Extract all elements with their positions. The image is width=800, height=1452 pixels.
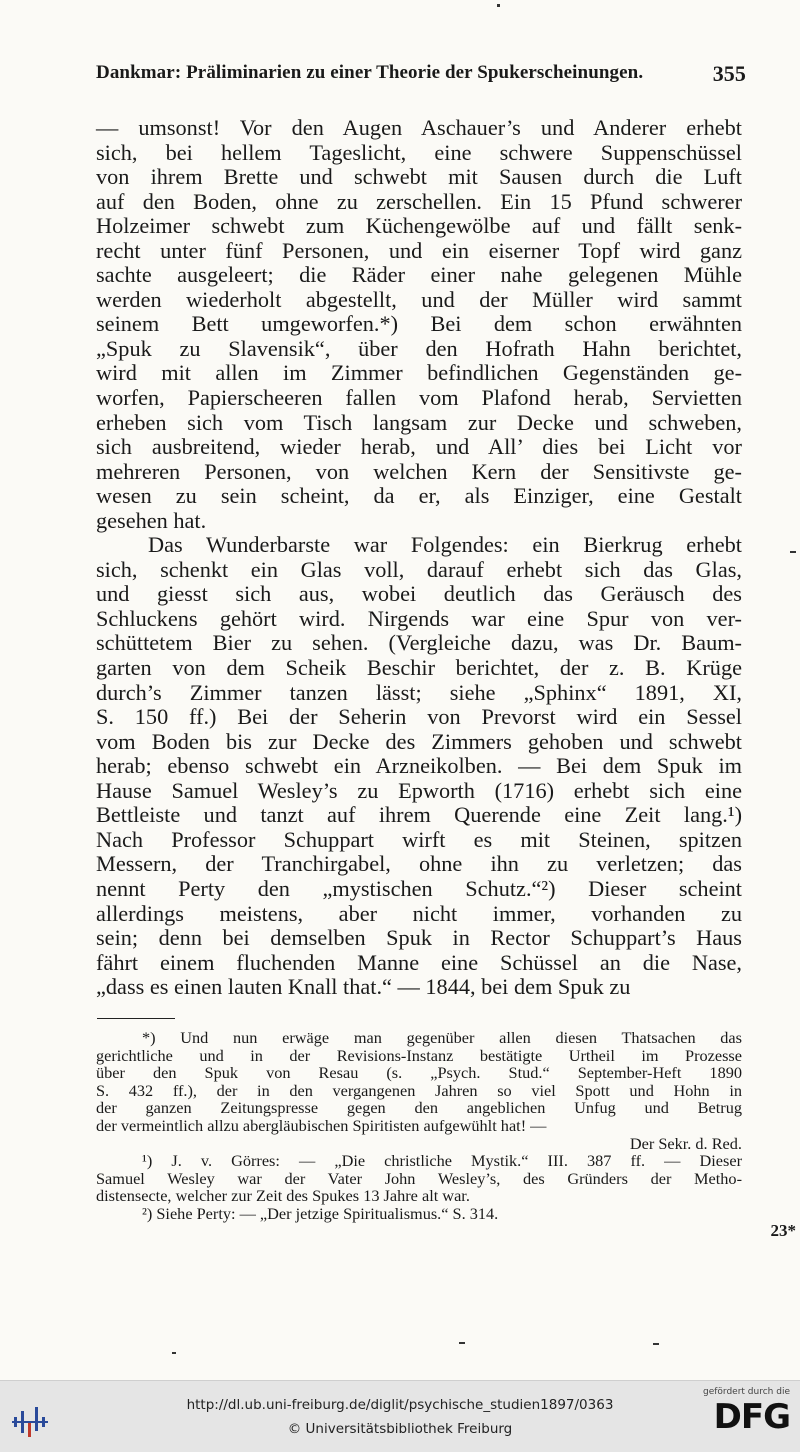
text-line: „Spuk zu Slavensik“, über den Hofrath Hahn berichtet, bbox=[96, 335, 742, 361]
page-number: 355 bbox=[712, 61, 746, 86]
footnote-line: Samuel Wesley war der Vater John Wesley’s, des Gründers der Metho- bbox=[96, 1168, 742, 1188]
text-line: sich, schenkt ein Glas voll, darauf erhebt sich das Glas, bbox=[96, 556, 742, 582]
text-line: Das Wunderbarste war Folgendes: ein Bierkrug erhebt bbox=[148, 532, 742, 558]
dfg-wordmark: DFG bbox=[713, 1397, 790, 1437]
footnotes bbox=[96, 1029, 742, 1223]
text-line: Holzeimer schwebt zum Küchengewölbe auf und fällt senk- bbox=[96, 213, 742, 239]
footnote-line: ²) Siehe Perty: — „Der jetzige Spiritualismus.“ S. 314. bbox=[142, 1203, 499, 1223]
text-line: — umsonst! Vor den Augen Aschauer’s und Anderer erhebt bbox=[96, 115, 742, 140]
text-line: gesehen hat. bbox=[96, 507, 207, 533]
text-line: worfen, Papierscheeren fallen vom Plafond herab, Servietten bbox=[96, 385, 742, 411]
text-line: nennt Perty den „mystischen Schutz.“²) Dieser scheint bbox=[96, 875, 742, 901]
footnote-line: über den Spuk von Resau (s. „Psych. Stud.“ September-Heft 1890 bbox=[96, 1063, 742, 1083]
text-line: S. 150 ff.) Bei der Seherin von Prevorst wird ein Sessel bbox=[96, 704, 742, 730]
text-line: „dass es einen lauten Knall that.“ — 1844, bei dem Spuk zu bbox=[96, 974, 631, 1000]
text-line: Hause Samuel Wesley’s zu Epworth (1716) erhebt sich eine bbox=[96, 777, 742, 803]
text-line: Messern, der Tranchirgabel, ohne ihn zu verletzen; das bbox=[96, 851, 742, 877]
text-line: Nach Professor Schuppart wirft es mit Steinen, spitzen bbox=[96, 826, 742, 852]
text-line: Schluckens gehört wird. Nirgends war eine Spur von ver- bbox=[96, 605, 742, 631]
viewer-footer bbox=[0, 1380, 800, 1452]
scan-speck bbox=[497, 4, 500, 7]
text-line: und giesst sich aus, wobei deutlich das Geräusch des bbox=[96, 581, 742, 607]
footnote-line: gerichtliche und in der Revisions-Instanz bestätigte Urtheil im Prozesse bbox=[96, 1045, 742, 1065]
footnote-rule bbox=[97, 1018, 175, 1019]
text-line: garten von dem Scheik Beschir berichtet, der z. B. Krüge bbox=[96, 655, 742, 681]
footnote-line: *) Und nun erwäge man gegenüber allen diesen Thatsachen das bbox=[142, 1028, 742, 1047]
text-line: auf den Boden, ohne zu zerschellen. Ein 15 Pfund schwerer bbox=[96, 188, 742, 214]
text-line: allerdings meistens, aber nicht immer, vorhanden zu bbox=[96, 900, 742, 926]
scan-speck bbox=[459, 1342, 465, 1344]
text-line: sachte ausgeleert; die Räder einer nahe gelegenen Mühle bbox=[96, 262, 742, 288]
text-line: mehreren Personen, von welchen Kern der Sensitivste ge- bbox=[96, 458, 742, 484]
scan-speck bbox=[172, 1352, 176, 1354]
scan-speck bbox=[790, 551, 796, 553]
text-line: vom Boden bis zur Decke des Zimmers gehoben und schwebt bbox=[96, 728, 742, 754]
footer-url[interactable]: http://dl.ub.uni-freiburg.de/diglit/psychische_studien1897/0363 bbox=[186, 1397, 614, 1413]
text-line: sich ausbreitend, wieder herab, und All’ dies bei Licht vor bbox=[96, 434, 742, 460]
footnote-line: der ganzen Zeitungspresse gegen den angeblichen Unfug und Betrug bbox=[96, 1098, 742, 1118]
footnote-line: Der Sekr. d. Red. bbox=[629, 1133, 742, 1153]
text-line: von ihrem Brette und schwebt mit Sausen durch die Luft bbox=[96, 164, 742, 190]
footnote-line: S. 432 ff.), der in den vergangenen Jahren so viel Spott und Hohn in bbox=[96, 1080, 742, 1100]
footnote-line: ¹) J. v. Görres: — „Die christliche Mystik.“ III. 387 ff. — Dieser bbox=[142, 1151, 742, 1171]
text-line: erheben sich vom Tisch langsam zur Decke und schweben, bbox=[96, 409, 742, 435]
dfg-caption: gefördert durch die bbox=[703, 1387, 790, 1397]
footnote-line: der vermeintlich allzu abergläubischen Spiritisten aufgewühlt hat! — bbox=[96, 1115, 547, 1135]
text-line: wesen zu sein scheint, da er, als Einziger, eine Gestalt bbox=[96, 483, 742, 509]
text-line: recht unter fünf Personen, und ein eiserner Topf wird ganz bbox=[96, 237, 742, 263]
text-line: herab; ebenso schwebt ein Arzneikolben. — Bei dem Spuk im bbox=[96, 753, 742, 779]
text-line: schüttetem Bier zu sehen. (Vergleiche dazu, was Dr. Baum- bbox=[96, 630, 742, 656]
text-line: werden wiederholt abgestellt, und der Müller wird sammt bbox=[96, 286, 742, 312]
running-head bbox=[96, 62, 746, 84]
footnote-line: distensecte, welcher zur Zeit des Spukes 13 Jahre alt war. bbox=[96, 1186, 470, 1206]
body-text bbox=[96, 116, 742, 1000]
text-line: wird mit allen im Zimmer befindlichen Gegenständen ge- bbox=[96, 360, 742, 386]
running-head-title: Dankmar: Präliminarien zu einer Theorie der Spukerscheinungen. bbox=[96, 62, 644, 83]
footer-copyright: © Universitätsbibliothek Freiburg bbox=[287, 1421, 513, 1437]
scan-speck bbox=[653, 1343, 659, 1345]
text-line: fährt einem fluchenden Manne eine Schüssel an die Nase, bbox=[96, 949, 742, 975]
text-line: sein; denn bei demselben Spuk in Rector Schuppart’s Haus bbox=[96, 925, 742, 951]
text-line: sich, bei hellem Tageslicht, eine schwere Suppenschüssel bbox=[96, 139, 742, 165]
signature-mark: 23* bbox=[770, 1221, 796, 1240]
text-line: durch’s Zimmer tanzen lässt; siehe „Sphinx“ 1891, XI, bbox=[96, 679, 742, 705]
text-line: seinem Bett umgeworfen.*) Bei dem schon erwähnten bbox=[96, 311, 742, 337]
dfg-logo bbox=[700, 1387, 790, 1449]
text-line: Bettleiste und tanzt auf ihrem Querende eine Zeit lang.¹) bbox=[96, 802, 742, 828]
